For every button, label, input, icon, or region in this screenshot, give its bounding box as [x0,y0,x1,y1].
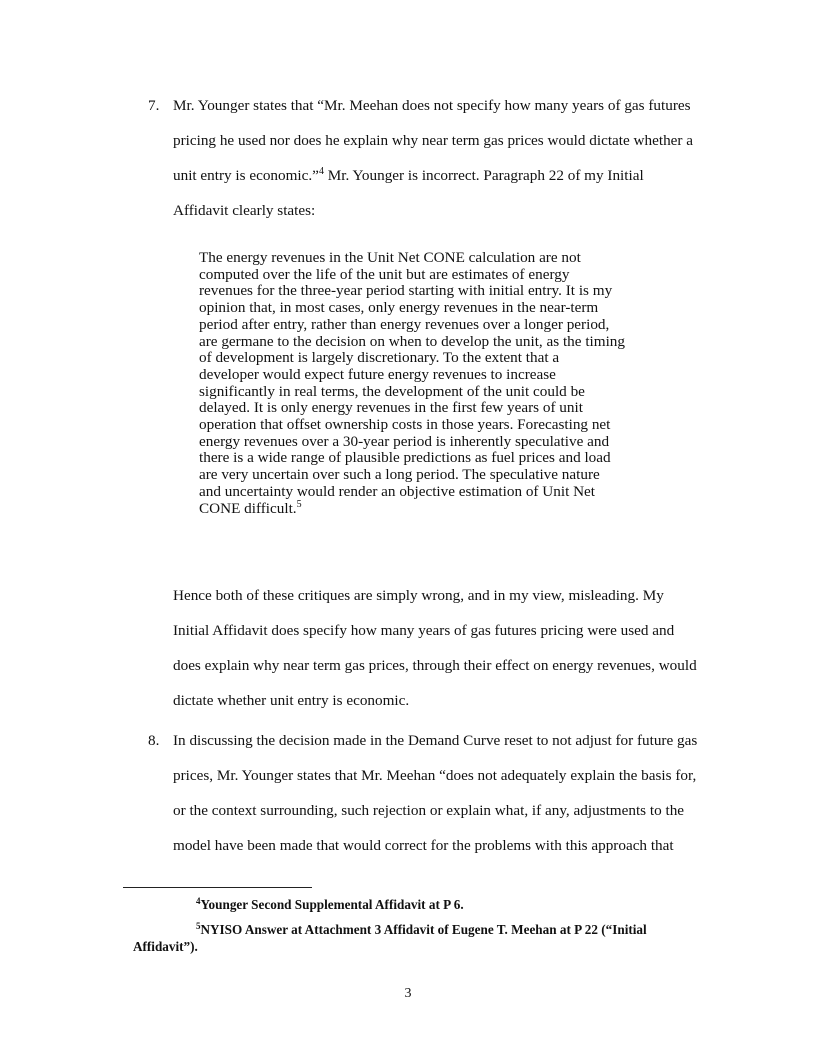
quote-line: energy revenues over a 30-year period is inherently speculative and [199,432,610,450]
text-line: Hence both of these critiques are simply wrong, and in my view, misleading. My [173,587,664,604]
footnote-mark: 4 [196,896,201,906]
text-line [173,158,733,193]
text-line: model have been made that would correct for the problems with this approach that [173,837,674,854]
text-line: Initial Affidavit does specify how many years of gas futures pricing were used and [173,622,675,639]
text-line: Mr. Younger states that “Mr. Meehan does not specify how many years of gas futures [173,97,691,114]
quote-line: revenues for the three-year period starting with initial entry. It is my [199,282,613,300]
quote-line: The energy revenues in the Unit Net CONE calculation are not [199,249,581,266]
quote-line: operation that offset ownership costs in those years. Forecasting net [199,416,611,434]
text-segment: Mr. Younger is incorrect. Paragraph 22 of my Initial [323,167,644,184]
footnote-line [133,921,647,938]
footnote-text: Younger Second Supplemental Affidavit at P 6. [200,897,464,912]
quote-line [199,498,669,518]
text-line: prices, Mr. Younger states that Mr. Meehan “does not adequately explain the basis for, [173,767,697,784]
paragraph-7 [148,88,733,228]
quote-line: computed over the life of the unit but are estimates of energy [199,265,570,283]
quote-line: there is a wide range of plausible predictions as fuel prices and load [199,449,611,467]
quote-line: are germane to the decision on when to develop the unit, as the timing [199,332,625,350]
footnote-mark: 5 [196,921,201,931]
paragraph-number: 7. [148,97,160,114]
text-segment: CONE difficult. [199,499,297,517]
block-quote [199,250,669,517]
footnote-reference: 4 [318,166,324,177]
text-line: In discussing the decision made in the Demand Curve reset to not adjust for future gas [173,732,698,749]
text-line: or the context surrounding, such rejection or explain what, if any, adjustments to the [173,802,685,819]
quote-line: significantly in real terms, the development of the unit could be [199,382,585,400]
text-line: does explain why near term gas prices, through their effect on energy revenues, would [173,657,697,674]
text-line: Affidavit clearly states: [173,202,316,219]
footnote [196,896,464,913]
paragraph-8 [148,723,733,863]
paragraph-continuation [173,578,733,718]
text-line: dictate whether unit entry is economic. [173,692,410,709]
footnote [133,921,647,955]
quote-line: and uncertainty would render an objective estimation of Unit Net [199,482,596,500]
quote-line: delayed. It is only energy revenues in the first few years of unit [199,399,583,417]
paragraph-number: 8. [148,732,160,749]
text-segment: unit entry is economic.” [173,167,319,184]
footnote-line: Affidavit”). [133,939,198,954]
footnote-separator [123,887,312,888]
footnote-text: NYISO Answer at Attachment 3 Affidavit of Eugene T. Meehan at P 22 (“Initial [200,922,647,937]
text-line: pricing he used nor does he explain why near term gas prices would dictate whether a [173,132,693,149]
quote-line: developer would expect future energy revenues to increase [199,365,556,383]
footnote-reference: 5 [296,498,302,510]
quote-line: are very uncertain over such a long period. The speculative nature [199,466,600,484]
quote-line: of development is largely discretionary. To the extent that a [199,349,560,367]
quote-line: opinion that, in most cases, only energy revenues in the near-term [199,299,599,317]
quote-line: period after entry, rather than energy revenues over a longer period, [199,315,610,333]
page-number: 3 [404,986,412,1001]
